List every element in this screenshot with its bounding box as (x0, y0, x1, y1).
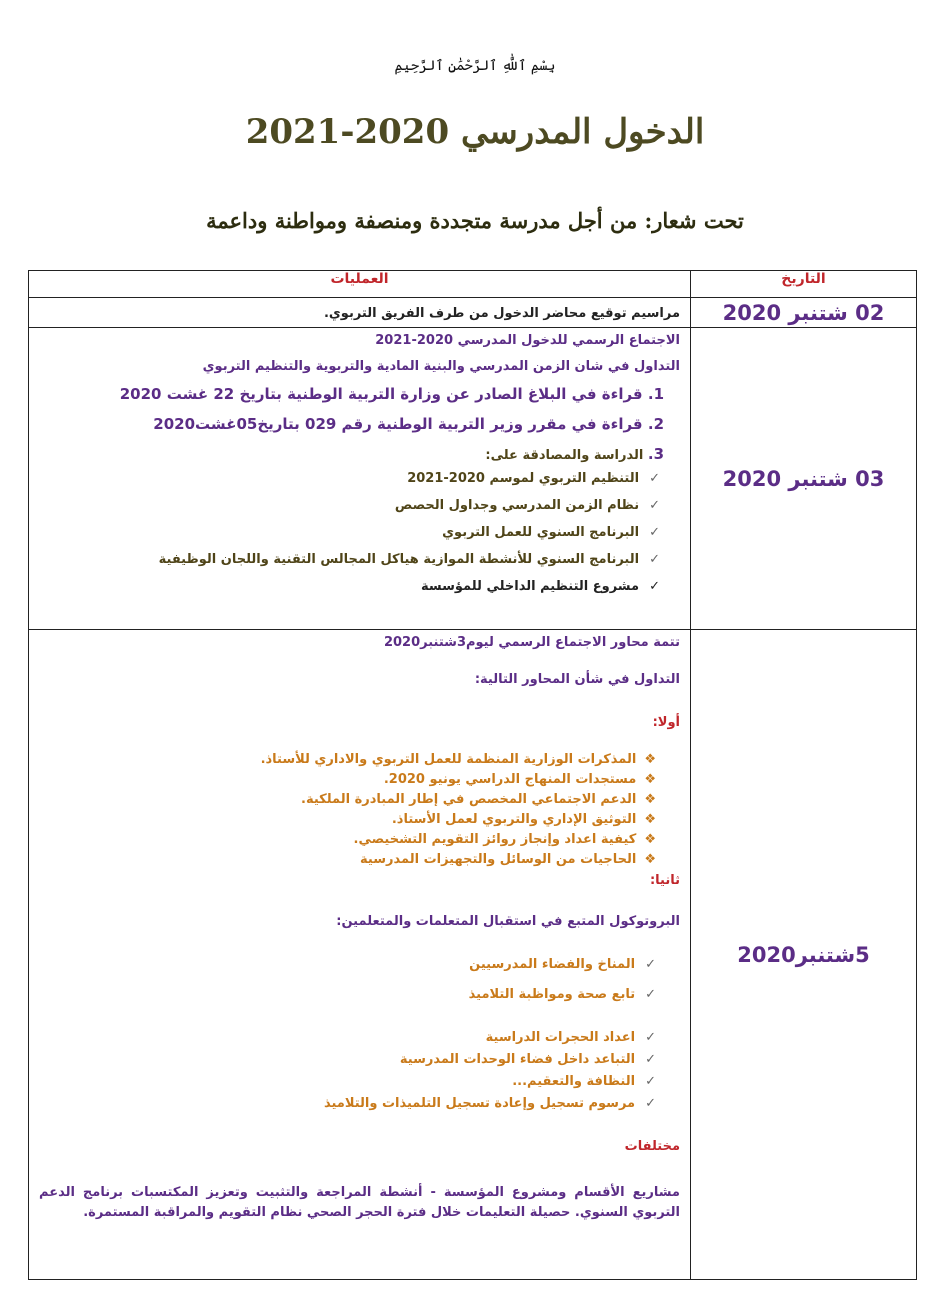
topic-item (39, 813, 656, 826)
check-icon: ✓ (645, 1030, 656, 1045)
topic-text: كيفية اعداد وإنجاز روائز التقويم التشخيصي. (353, 832, 637, 847)
checklist-text: مشروع التنظيم الداخلي للمؤسسة (420, 579, 640, 594)
checklist-item (39, 553, 660, 566)
item-number: 1. (647, 385, 664, 403)
item-number: 2. (647, 415, 664, 433)
diamond-bullet-icon: ❖ (644, 832, 656, 847)
check-icon: ✓ (649, 471, 660, 486)
misc-label: مختلفات (624, 1139, 680, 1154)
deliberation-text: التداول في شأن المحاور التالية: (474, 672, 680, 687)
item-text: قراءة في البلاغ الصادر عن وزارة التربية الوطنية بتاريخ 22 غشت 2020 (119, 385, 643, 403)
meeting-subheading: التداول في شان الزمن المدرسي والبنية المادية والتربوية والتنظيم التربوي (202, 359, 680, 374)
diamond-bullet-icon: ❖ (644, 812, 656, 827)
item-number: 3. (647, 445, 664, 463)
check-icon: ✓ (645, 987, 656, 1002)
checklist-text: البرنامج السنوي للأنشطة الموازية هياكل المجالس التقنية واللجان الوظيفية (158, 552, 640, 567)
item-text: الدراسة والمصادقة على: (485, 448, 644, 463)
basmala: بِسْمِ ٱللَّٰهِ ٱلرَّحْمَٰنِ ٱلرَّحِيمِ (394, 58, 556, 74)
topic-item (39, 773, 656, 786)
protocol-text: التباعد داخل فضاء الوحدات المدرسية (399, 1052, 636, 1067)
intro-text: تتمة محاور الاجتماع الرسمي ليوم3شتنبر2020 (383, 635, 680, 650)
topic-item (39, 853, 656, 866)
table-row (29, 328, 917, 630)
row-text: مراسيم توقيع محاضر الدخول من طرف الفريق التربوي. (323, 306, 680, 321)
check-icon: ✓ (649, 579, 660, 594)
meeting-heading: الاجتماع الرسمي للدخول المدرسي 2020-2021 (375, 333, 680, 348)
topic-item (39, 793, 656, 806)
checklist-item (39, 472, 660, 485)
table-header-row (29, 271, 917, 298)
topic-text: التوثيق الإداري والتربوي لعمل الأستاذ. (391, 812, 637, 827)
row-operations (29, 298, 691, 328)
row-operations (29, 328, 691, 630)
checklist-text: نظام الزمن المدرسي وجداول الحصص (394, 498, 640, 513)
row-date: 5شتنبر2020 (691, 630, 917, 1280)
protocol-heading: البروتوكول المتبع في استقبال المتعلمات والمتعلمين: (336, 914, 680, 929)
topic-text: المذكرات الوزارية المنظمة للعمل التربوي والاداري للأستاذ. (260, 752, 637, 767)
protocol-text: مرسوم تسجيل وإعادة تسجيل التلميذات والتلاميذ (323, 1096, 636, 1111)
protocol-text: تابع صحة ومواظبة التلاميذ (468, 987, 636, 1002)
checklist-text: البرنامج السنوي للعمل التربوي (442, 525, 640, 540)
checklist-item (39, 526, 660, 539)
page-title: الدخول المدرسي 2020-2021 (245, 112, 705, 152)
checklist-item (39, 499, 660, 512)
check-icon: ✓ (649, 552, 660, 567)
row-date: 02 شتنبر 2020 (691, 298, 917, 328)
protocol-item (39, 1031, 656, 1044)
checklist-item (39, 580, 660, 593)
numbered-item (39, 447, 680, 462)
check-icon: ✓ (649, 498, 660, 513)
topic-text: الحاجيات من الوسائل والتجهيزات المدرسية (360, 852, 637, 867)
header-operations: العمليات (29, 271, 691, 298)
protocol-item (39, 1097, 656, 1110)
protocol-text: المناخ والفضاء المدرسيين (469, 957, 636, 972)
topic-item (39, 753, 656, 766)
topic-text: الدعم الاجتماعي المخصص في إطار المبادرة الملكية. (301, 792, 637, 807)
diamond-bullet-icon: ❖ (644, 792, 656, 807)
protocol-item (39, 958, 656, 971)
diamond-bullet-icon: ❖ (644, 852, 656, 867)
check-icon: ✓ (645, 1074, 656, 1089)
first-label: أولا: (652, 715, 680, 730)
table-row (29, 630, 917, 1280)
numbered-item (39, 417, 680, 432)
topic-item (39, 833, 656, 846)
row-operations (29, 630, 691, 1280)
check-icon: ✓ (645, 1052, 656, 1067)
header-date: التاريخ (691, 271, 917, 298)
protocol-text: اعداد الحجرات الدراسية (485, 1030, 636, 1045)
protocol-item (39, 1053, 656, 1066)
check-icon: ✓ (645, 957, 656, 972)
check-icon: ✓ (645, 1096, 656, 1111)
diamond-bullet-icon: ❖ (644, 752, 656, 767)
item-text: قراءة في مقرر وزير التربية الوطنية رقم 029 بتاريخ05غشت2020 (153, 415, 643, 433)
schedule-table (28, 270, 917, 1280)
slogan: تحت شعار: من أجل مدرسة متجددة ومنصفة ومواطنة وداعمة (206, 208, 744, 233)
table-row (29, 298, 917, 328)
misc-text: مشاريع الأقسام ومشروع المؤسسة - أنشطة المراجعة والتثبيت وتعزيز المكتسبات برنامج الدعم التربوي السنوي. حصيلة التعليمات خلال فترة الحجر الصحي نظام التقويم والمراقبة المستمرة. (39, 1185, 680, 1220)
second-label: ثانيا: (649, 873, 680, 888)
check-icon: ✓ (649, 525, 660, 540)
protocol-text: النظافة والتعقيم... (512, 1074, 636, 1089)
topic-text: مستجدات المنهاج الدراسي يونيو 2020. (383, 772, 637, 787)
protocol-item (39, 1075, 656, 1088)
numbered-item (39, 387, 680, 402)
row-date: 03 شتنبر 2020 (691, 328, 917, 630)
diamond-bullet-icon: ❖ (644, 772, 656, 787)
protocol-item (39, 988, 656, 1001)
checklist-text: التنظيم التربوي لموسم 2020-2021 (407, 471, 640, 486)
